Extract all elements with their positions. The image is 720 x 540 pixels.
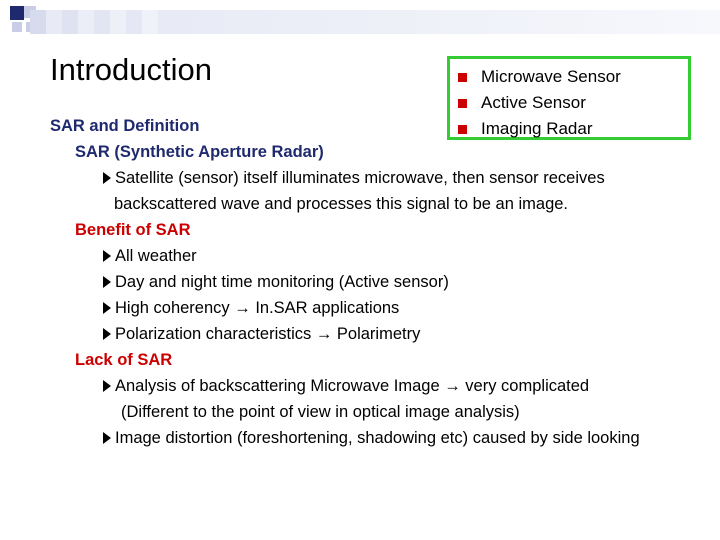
header-band-cells [30,10,158,34]
benefit-item: Day and night time monitoring (Active sensor) [115,273,449,291]
triangle-right-icon [103,302,111,314]
lack-line1-a: Analysis of backscattering Microwave Image [115,377,445,395]
list-item [103,246,197,266]
decor-square-light [12,22,22,32]
decor-square-dark [10,6,24,20]
list-item [103,272,449,292]
triangle-right-icon [103,250,111,262]
section-heading: SAR and Definition [50,117,200,135]
lack-line2: (Different to the point of view in optical image analysis) [121,403,520,421]
box-item-label: Microwave Sensor [481,67,621,86]
definition-heading: SAR (Synthetic Aperture Radar) [75,143,324,161]
box-item [458,116,688,142]
benefit-item: Polarization characteristics → Polarimetry [115,325,421,343]
red-square-icon [458,125,467,134]
lack-line3: Image distortion (foreshortening, shadowing etc) caused by side looking [115,429,640,447]
list-item [103,298,399,318]
sensor-type-box [447,56,691,140]
list-item [103,428,640,448]
triangle-right-icon [103,276,111,288]
benefit-item: High coherency → In.SAR applications [115,299,400,317]
benefit-heading: Benefit of SAR [75,221,191,239]
red-square-icon [458,73,467,82]
red-square-icon [458,99,467,108]
box-item-label: Imaging Radar [481,119,593,138]
right-arrow-icon: → [444,377,461,395]
benefit-item: All weather [115,247,197,265]
lack-heading: Lack of SAR [75,351,173,369]
list-item [103,324,420,344]
definition-line2: backscattered wave and processes this signal to be an image. [114,195,569,213]
triangle-right-icon [103,380,111,392]
box-item [458,90,688,116]
triangle-right-icon [103,432,111,444]
list-item [103,376,589,396]
triangle-right-icon [103,172,111,184]
box-item [458,64,688,90]
definition-line1: Satellite (sensor) itself illuminates microwave, then sensor receives [115,169,605,187]
triangle-right-icon [103,328,111,340]
box-item-label: Active Sensor [481,93,586,112]
slide-title: Introduction [50,52,212,87]
list-item [103,168,605,188]
lack-line1-b: very complicated [460,377,590,395]
